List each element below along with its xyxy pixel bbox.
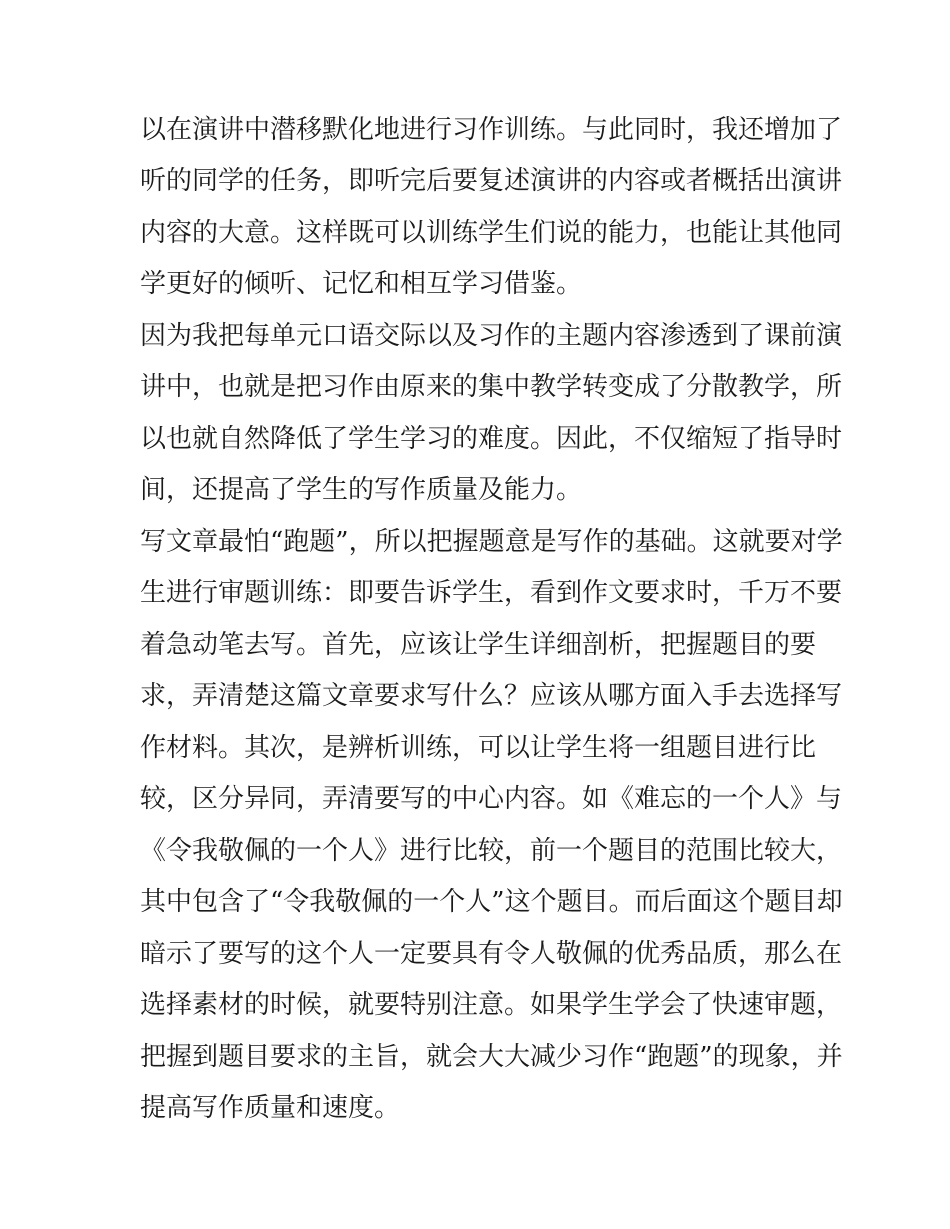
text-line: 《令我敬佩的一个人》进行比较，前一个题目的范围比较大， [140, 836, 843, 866]
text-line: 作材料。其次，是辨析训练，可以让学生将一组题目进行比 [140, 733, 817, 763]
text-line: 写文章最怕“跑题”，所以把握题意是写作的基础。这就要对学 [140, 527, 843, 557]
text-line: 听的同学的任务，即听完后要复述演讲的内容或者概括出演讲 [140, 166, 843, 196]
text-line: 选择素材的时候，就要特别注意。如果学生学会了快速审题， [140, 990, 843, 1020]
text-line: 间，还提高了学生的写作质量及能力。 [140, 475, 583, 505]
text-line: 以也就自然降低了学生学习的难度。因此，不仅缩短了指导时 [140, 424, 843, 454]
text-line: 讲中，也就是把习作由原来的集中教学转变成了分散教学，所 [140, 372, 843, 402]
text-line: 求，弄清楚这篇文章要求写什么？应该从哪方面入手去选择写 [140, 681, 843, 711]
text-line: 较，区分异同，弄清要写的中心内容。如《难忘的一个人》与 [140, 784, 843, 814]
text-line: 内容的大意。这样既可以训练学生们说的能力，也能让其他同 [140, 218, 843, 248]
text-line: 把握到题目要求的主旨，就会大大减少习作“跑题”的现象，并 [140, 1042, 843, 1072]
text-line: 提高写作质量和速度。 [140, 1093, 401, 1123]
text-line: 着急动笔去写。首先，应该让学生详细剖析，把握题目的要 [140, 630, 817, 660]
text-line: 因为我把每单元口语交际以及习作的主题内容渗透到了课前演 [140, 321, 843, 351]
text-line: 其中包含了“令我敬佩的一个人”这个题目。而后面这个题目却 [140, 887, 843, 917]
text-line: 生进行审题训练：即要告诉学生，看到作文要求时，千万不要 [140, 578, 843, 608]
text-line: 以在演讲中潜移默化地进行习作训练。与此同时，我还增加了 [140, 115, 843, 145]
text-line: 学更好的倾听、记忆和相互学习借鉴。 [140, 269, 583, 299]
text-line: 暗示了要写的这个人一定要具有令人敬佩的优秀品质，那么在 [140, 939, 843, 969]
